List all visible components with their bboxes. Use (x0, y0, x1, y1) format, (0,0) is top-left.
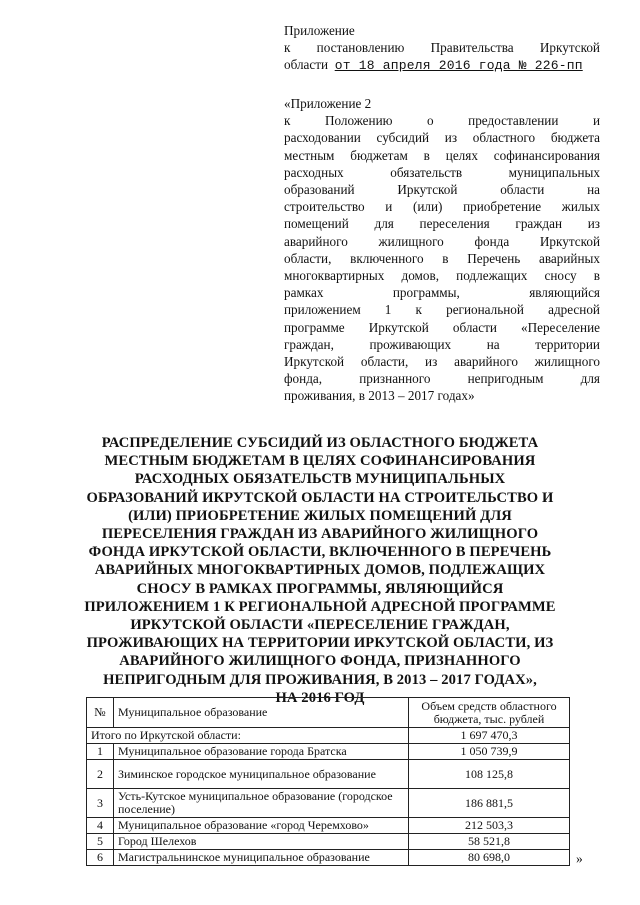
table-row (87, 789, 570, 818)
appendix-2-line: помещений для переселения граждан из (284, 216, 600, 232)
appendix-2-line: расходовании субсидий из областного бюджета (284, 130, 600, 146)
header-line-1: к постановлению Правительства Иркутской (284, 40, 600, 56)
title-line: ФОНДА ИРКУТСКОЙ ОБЛАСТИ, ВКЛЮЧЕННОГО В ПЕРЕЧЕНЬ (88, 544, 552, 561)
document-title (60, 434, 580, 707)
appendix-2-line: приложением 1 к региональной адресной (284, 302, 600, 318)
appendix-2-block (284, 95, 600, 405)
title-line: ОБРАЗОВАНИЙ ИКРУТСКОЙ ОБЛАСТИ НА СТРОИТЕЛЬСТВО И (86, 489, 554, 506)
title-line: РАСПРЕДЕЛЕНИЕ СУБСИДИЙ ИЗ ОБЛАСТНОГО БЮДЖЕТА (101, 435, 539, 451)
row-municipality: Муниципальное образование города Братска (114, 744, 409, 760)
appendix-2-line: к Положению о предоставлении и (284, 113, 600, 129)
header-line-2 (284, 56, 600, 74)
row-num: 3 (87, 789, 114, 818)
row-num: 5 (87, 834, 114, 850)
title-line: НЕПРИГОДНЫМ ДЛЯ ПРОЖИВАНИЯ, В 2013 – 2017 ГОДАХ», (103, 671, 537, 688)
row-num: 4 (87, 818, 114, 834)
appendix-2-line: фонда, признанного непригодным для (284, 371, 600, 387)
title-line: СНОСУ В РАМКАХ ПРОГРАММЫ, ЯВЛЯЮЩИЙСЯ (136, 580, 504, 597)
header-num: № (87, 698, 114, 728)
row-municipality: Усть-Кутское муниципальное образование (городское поселение) (114, 789, 409, 818)
closing-quote: » (576, 851, 583, 866)
appendix-2-title: «Приложение 2 (284, 96, 372, 111)
title-line: АВАРИЙНЫХ МНОГОКВАРТИРНЫХ ДОМОВ, ПОДЛЕЖАЩИХ (94, 562, 546, 579)
title-line: (ИЛИ) ПРИОБРЕТЕНИЕ ЖИЛЫХ ПОМЕЩЕНИЙ ДЛЯ (128, 507, 512, 524)
appendix-2-line: образований Иркутской области на (284, 182, 600, 198)
appendix-2-line: многоквартирных домов, подлежащих сносу в (284, 268, 600, 284)
table-row (87, 744, 570, 760)
row-amount: 80 698,0 (409, 850, 570, 866)
subsidy-table (86, 697, 570, 866)
row-municipality: Магистральнинское муниципальное образование (114, 850, 409, 866)
row-num: 1 (87, 744, 114, 760)
appendix-2-line: программе Иркутской области «Переселение (284, 319, 600, 335)
table-row (87, 834, 570, 850)
title-line: МЕСТНЫМ БЮДЖЕТАМ В ЦЕЛЯХ СОФИНАНСИРОВАНИЯ (104, 453, 536, 470)
header-prefix: области (284, 57, 329, 73)
row-municipality: Зиминское городское муниципальное образование (114, 760, 409, 789)
appendix-2-line: проживания, в 2013 – 2017 годах» (284, 388, 475, 404)
title-line: ПРОЖИВАЮЩИХ НА ТЕРРИТОРИИ ИРКУТСКОЙ ОБЛАСТИ, ИЗ (86, 635, 554, 652)
title-line: НА 2016 ГОД (275, 689, 365, 706)
row-amount: 212 503,3 (409, 818, 570, 834)
header-municipality: Муниципальное образование (114, 698, 409, 728)
header-amount: Объем средств областного бюджета, тыс. рублей (409, 698, 570, 728)
header-title: Приложение (284, 23, 355, 38)
row-num: 6 (87, 850, 114, 866)
table-row (87, 818, 570, 834)
title-line: РАСХОДНЫХ ОБЯЗАТЕЛЬСТВ МУНИЦИПАЛЬНЫХ (134, 471, 506, 488)
title-line: ПЕРЕСЕЛЕНИЯ ГРАЖДАН ИЗ АВАРИЙНОГО ЖИЛИЩНОГО (101, 526, 539, 543)
appendix-2-line: местным бюджетам в целях софинансирования (284, 147, 600, 163)
appendix-2-line: рамках программы, являющийся (284, 285, 600, 301)
header-date-number: от 18 апреля 2016 года № 226-пп (334, 58, 583, 74)
row-amount: 58 521,8 (409, 834, 570, 850)
row-amount: 1 050 739,9 (409, 744, 570, 760)
appendix-2-line: области, включенного в Перечень аварийных (284, 250, 600, 266)
title-line: АВАРИЙНОГО ЖИЛИЩНОГО ФОНДА, ПРИЗНАННОГО (119, 653, 521, 670)
appendix-header (284, 22, 600, 75)
row-num: 2 (87, 760, 114, 789)
row-amount: 186 881,5 (409, 789, 570, 818)
table-row (87, 850, 570, 866)
appendix-2-line: граждан, проживающих на территории (284, 336, 600, 352)
table-header-row (87, 698, 570, 728)
appendix-2-line: аварийного жилищного фонда Иркутской (284, 233, 600, 249)
appendix-2-line: расходных обязательств муниципальных (284, 164, 600, 180)
total-amount: 1 697 470,3 (409, 728, 570, 744)
row-amount: 108 125,8 (409, 760, 570, 789)
appendix-2-line: строительство и (или) приобретение жилых (284, 199, 600, 215)
table-row (87, 760, 570, 789)
row-municipality: Муниципальное образование «город Черемхово» (114, 818, 409, 834)
row-municipality: Город Шелехов (114, 834, 409, 850)
appendix-2-line: Иркутской области, из аварийного жилищного (284, 354, 600, 370)
title-line: ПРИЛОЖЕНИЕМ 1 К РЕГИОНАЛЬНОЙ АДРЕСНОЙ ПРОГРАММЕ (84, 598, 556, 615)
total-label: Итого по Иркутской области: (87, 728, 409, 744)
title-line: ИРКУТСКОЙ ОБЛАСТИ «ПЕРЕСЕЛЕНИЕ ГРАЖДАН, (130, 617, 510, 634)
table-total-row (87, 728, 570, 744)
